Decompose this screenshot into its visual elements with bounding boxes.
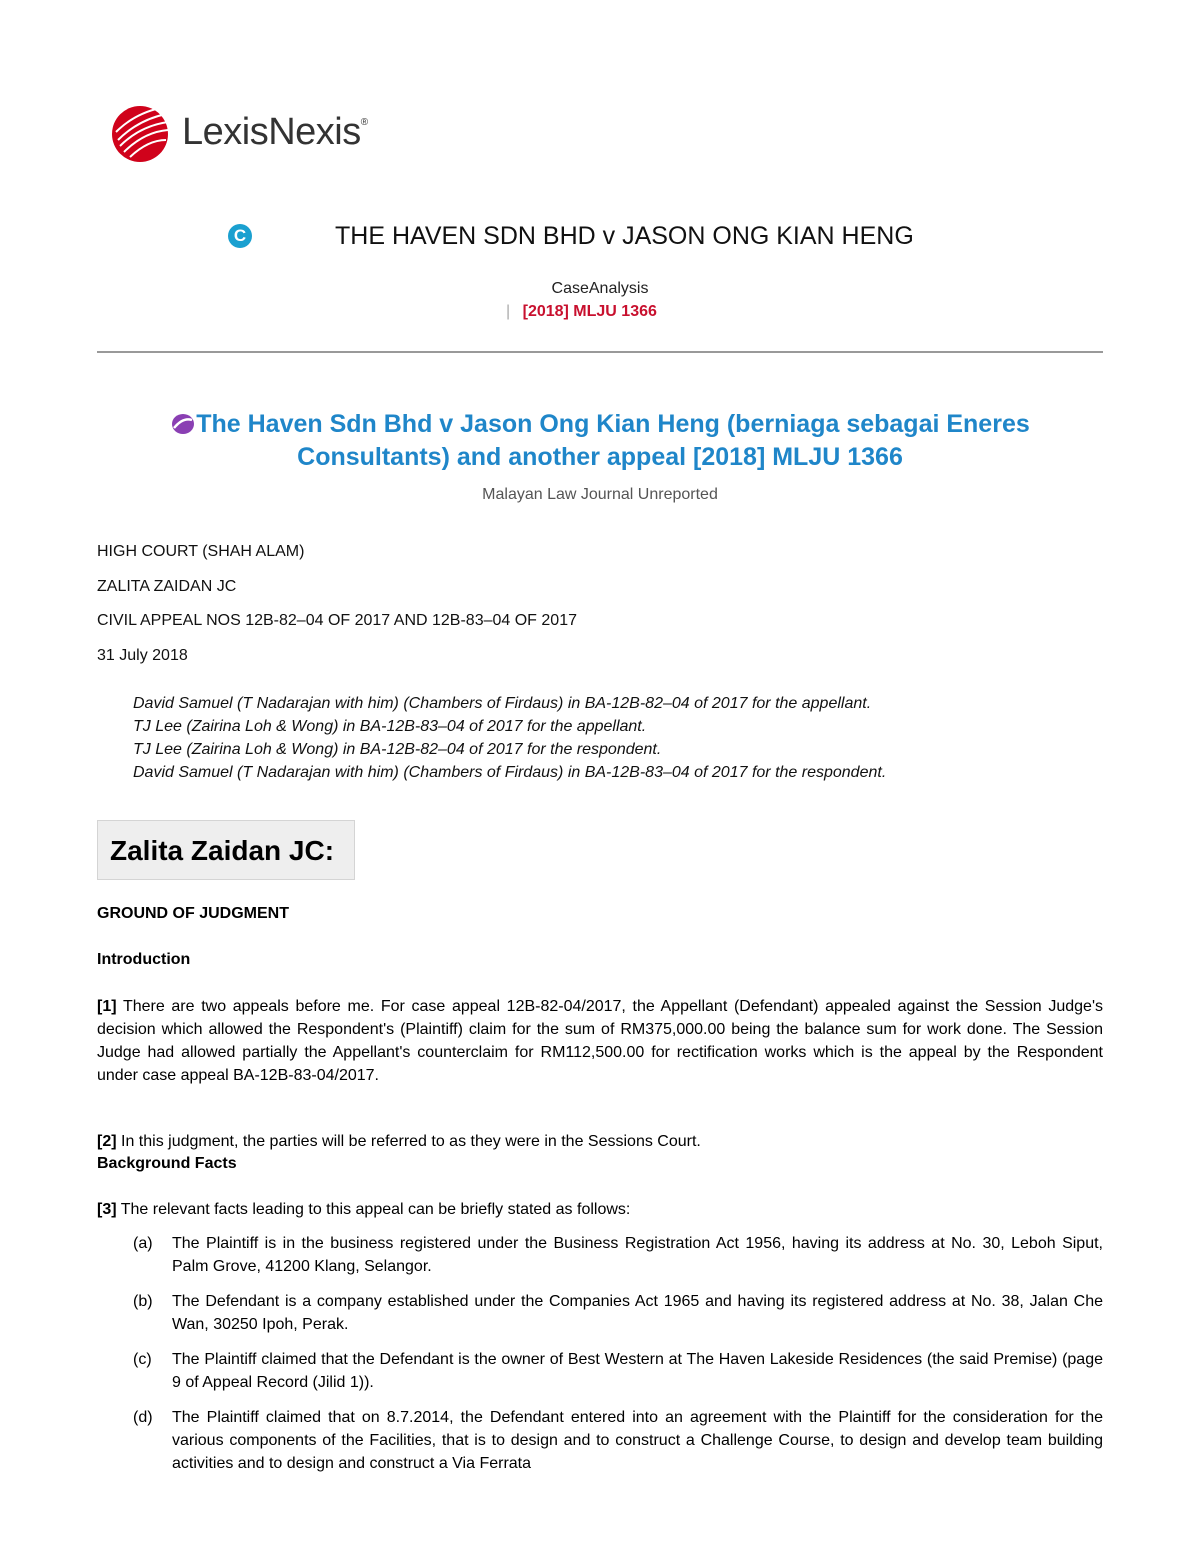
lexisnexis-logo-icon [108, 100, 172, 164]
paragraph-text: There are two appeals before me. For case appeal 12B-82-04/2017, the Appellant (Defendant) appealed against the Session Judge's decision which allowed the Respondent's (Plaintiff) claim for the sum of RM375,000.00 being the balance sum for work done. The Session Judge had allowed partially the Appellant's counterclaim for RM112,500.00 for rectification works which is the appeal by the Respondent under case appeal BA-12B-83-04/2017. [97, 998, 1103, 1084]
paragraph-1 [97, 995, 1103, 1087]
list-item-text: The Defendant is a company established under the Companies Act 1965 and having its registered address at No. 38, Jalan Che Wan, 30250 Ipoh, Perak. [172, 1293, 1103, 1333]
list-item [97, 1290, 1103, 1336]
court-name: HIGH COURT (SHAH ALAM) [97, 543, 305, 560]
ground-heading: GROUND OF JUDGMENT [97, 905, 289, 922]
list-item-label: (d) [133, 1409, 153, 1426]
citation-link[interactable]: [2018] MLJU 1366 [522, 303, 657, 320]
paragraph-3 [97, 1198, 1103, 1221]
brand-name: LexisNexis [182, 110, 361, 153]
list-item-text: The Plaintiff claimed that the Defendant is the owner of Best Western at The Haven Lakeside Residences (the said Premise) (page 9 of Appeal Record (Jilid 1)). [172, 1351, 1103, 1391]
case-analysis-icon: C [228, 224, 252, 248]
counsel-line: TJ Lee (Zairina Loh & Wong) in BA-12B-82–04 of 2017 for the respondent. [133, 741, 662, 758]
list-item [97, 1406, 1103, 1475]
paragraph-2 [97, 1130, 1103, 1153]
paragraph-text: In this judgment, the parties will be referred to as they were in the Sessions Court. [121, 1133, 701, 1150]
judge-heading: Zalita Zaidan JC: [97, 820, 355, 880]
appeal-numbers: CIVIL APPEAL NOS 12B-82–04 OF 2017 AND 12B-83–04 OF 2017 [97, 612, 577, 629]
case-main-title [120, 408, 1080, 474]
counsel-list [133, 692, 886, 784]
case-swirl-icon [170, 413, 196, 435]
lexisnexis-logo: LexisNexis® [108, 100, 368, 164]
introduction-heading: Introduction [97, 951, 191, 968]
list-item-text: The Plaintiff is in the business registered under the Business Registration Act 1956, having its address at No. 30, Leboh Siput, Palm Grove, 41200 Klang, Selangor. [172, 1235, 1103, 1275]
counsel-line: David Samuel (T Nadarajan with him) (Chambers of Firdaus) in BA-12B-82–04 of 2017 for the appellant. [133, 695, 872, 712]
paragraph-number: [3] [97, 1201, 117, 1218]
list-item-label: (b) [133, 1293, 153, 1310]
list-item [97, 1348, 1103, 1394]
counsel-line: David Samuel (T Nadarajan with him) (Chambers of Firdaus) in BA-12B-83–04 of 2017 for the respondent. [133, 764, 887, 781]
citation-separator: | [506, 303, 511, 320]
case-title-line1: The Haven Sdn Bhd v Jason Ong Kian Heng (berniaga sebagai Eneres [196, 410, 1030, 438]
facts-list [97, 1232, 1103, 1487]
case-type-label: CaseAnalysis [551, 280, 649, 297]
paragraph-number: [2] [97, 1133, 117, 1150]
citation-row [506, 303, 657, 321]
list-item-text: The Plaintiff claimed that on 8.7.2014, the Defendant entered into an agreement with the Plaintiff for the consideration for the various components of the Facilities, that is to design and to construct a Challenge Course, to design and develop team building activities and to design and construct a Via Ferrata [172, 1409, 1103, 1472]
judge-name: ZALITA ZAIDAN JC [97, 578, 237, 595]
paragraph-text: The relevant facts leading to this appeal can be briefly stated as follows: [120, 1201, 631, 1218]
background-heading: Background Facts [97, 1155, 237, 1172]
counsel-line: TJ Lee (Zairina Loh & Wong) in BA-12B-83–04 of 2017 for the appellant. [133, 718, 647, 735]
reporter-name: Malayan Law Journal Unreported [482, 486, 718, 503]
list-item [97, 1232, 1103, 1278]
list-item-label: (a) [133, 1235, 153, 1252]
paragraph-number: [1] [97, 998, 117, 1015]
header-divider [97, 351, 1103, 353]
judgment-date: 31 July 2018 [97, 647, 188, 664]
case-title-line2: Consultants) and another appeal [2018] MLJU 1366 [297, 443, 903, 471]
list-item-label: (c) [133, 1351, 152, 1368]
case-header-title: THE HAVEN SDN BHD v JASON ONG KIAN HENG [335, 222, 914, 250]
